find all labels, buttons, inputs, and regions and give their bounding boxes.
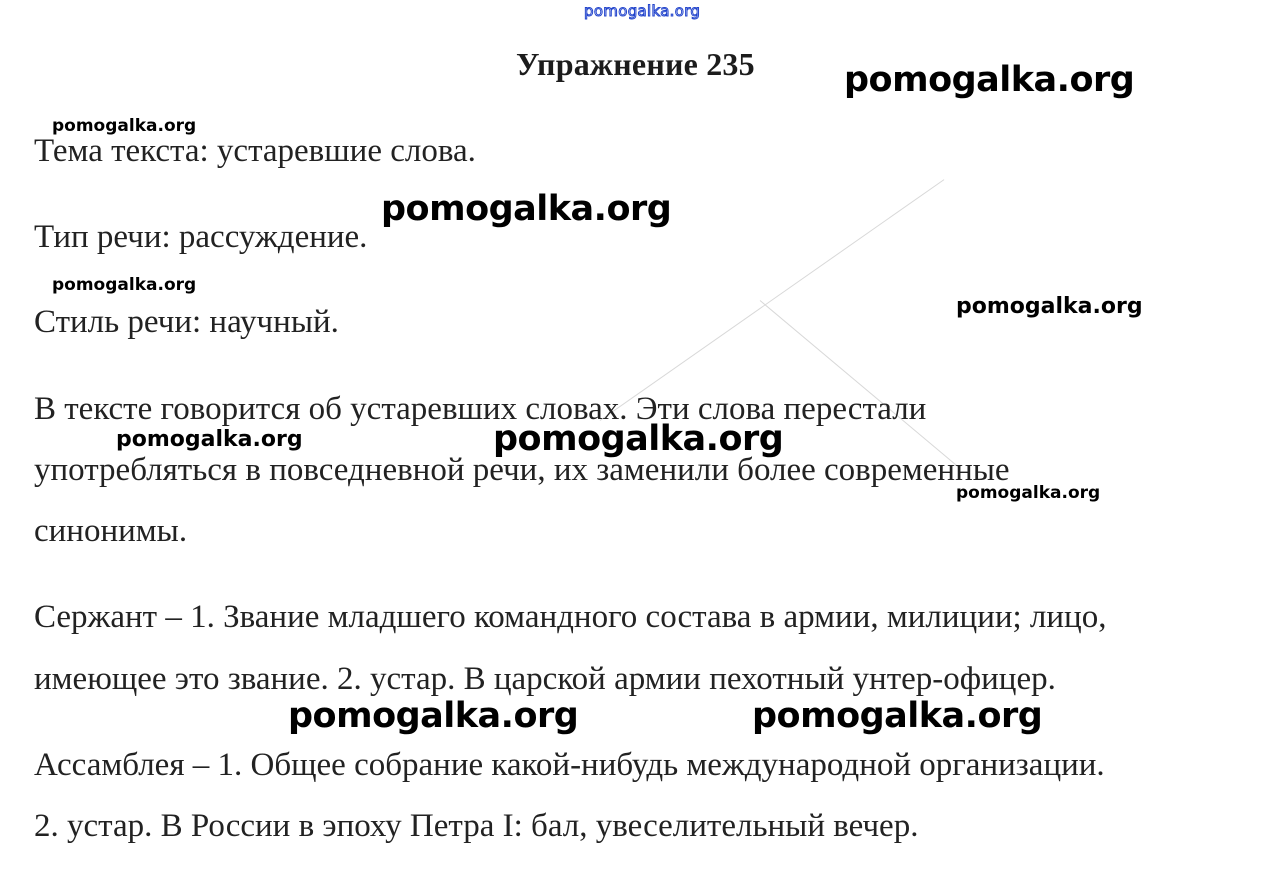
watermark-large: pomogalka.org [844,60,1135,100]
watermark-top: pomogalka.org [584,2,701,20]
watermark-small: pomogalka.org [956,294,1143,319]
watermark-small: pomogalka.org [956,483,1101,503]
watermark-large: pomogalka.org [381,189,672,229]
text-line-assembly-1: Ассамблея – 1. Общее собрание какой-нибудь международной организации. [34,747,1105,783]
text-line-topic: Тема текста: устаревшие слова. [34,133,476,169]
watermark-large: pomogalka.org [493,419,784,459]
watermark-small: pomogalka.org [116,427,303,452]
text-line-paragraph-3: синонимы. [34,513,188,549]
watermark-large: pomogalka.org [752,696,1043,736]
text-line-sergeant-2: имеющее это звание. 2. устар. В царской армии пехотный унтер-офицер. [34,661,1056,697]
watermark-large: pomogalka.org [288,696,579,736]
text-line-style: Стиль речи: научный. [34,304,339,340]
watermark-small: pomogalka.org [52,116,197,136]
text-line-assembly-2: 2. устар. В России в эпоху Петра I: бал, увеселительный вечер. [34,808,919,844]
exercise-title: Упражнение 235 [516,46,755,82]
text-line-paragraph-1: В тексте говорится об устаревших словах. Эти слова перестали [34,391,927,427]
text-line-paragraph-2: употребляться в повседневной речи, их заменили более современные [34,452,1010,488]
text-line-speech-type: Тип речи: рассуждение. [34,219,368,255]
background-stroke [760,300,960,468]
text-line-sergeant-1: Сержант – 1. Звание младшего командного состава в армии, милиции; лицо, [34,599,1107,635]
watermark-small: pomogalka.org [52,275,197,295]
